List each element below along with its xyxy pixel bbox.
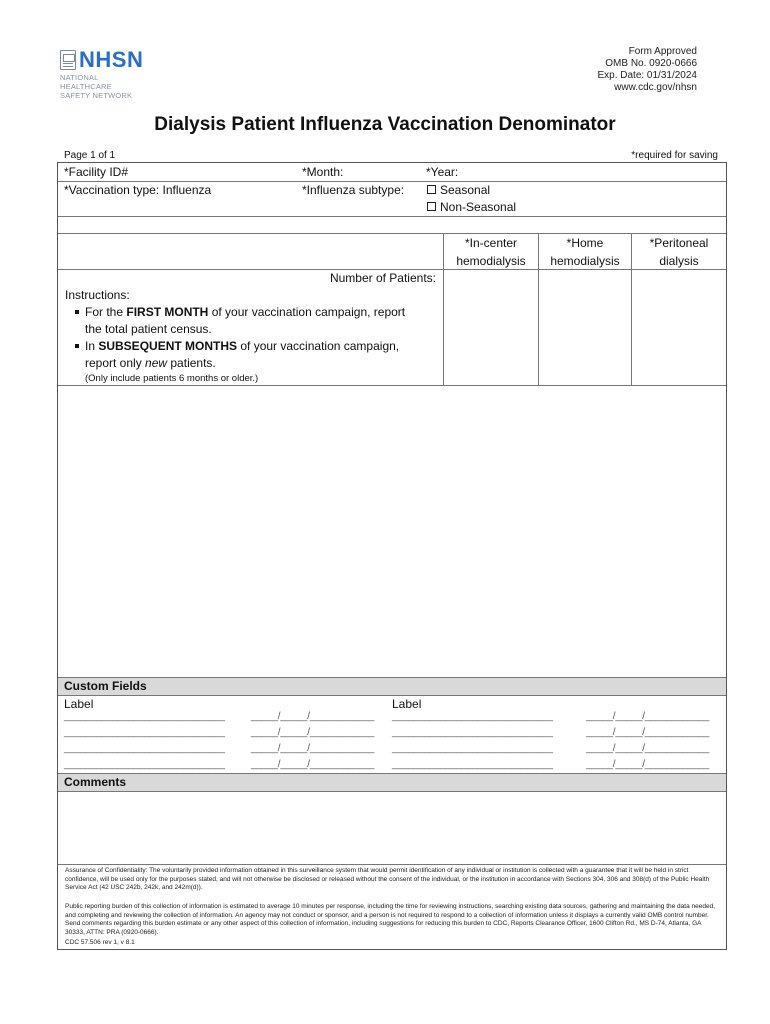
age-note: (Only include patients 6 months or older.) [85,373,259,384]
instruction-text: For the [85,305,127,319]
home-line2: hemodialysis [550,254,620,268]
instructions [65,287,405,386]
custom-field-line[interactable]: ______________________________ [64,711,225,722]
peritoneal-count-input[interactable] [632,270,726,385]
incenter-line2: hemodialysis [456,254,526,268]
instruction-text: of your vaccination campaign, report [208,305,406,319]
year-field[interactable]: *Year: [426,165,459,179]
custom-field-date[interactable]: _____/_____/____________ [251,711,375,722]
custom-field-date[interactable]: _____/_____/____________ [586,727,710,738]
divider [58,216,726,217]
bullet-icon [75,344,79,348]
instruction-text: the total patient census. [85,322,212,336]
vaccination-type: *Vaccination type: Influenza [64,183,212,197]
facility-id-field[interactable]: *Facility ID# [64,165,129,179]
burden-statement: Public reporting burden of this collection of information is estimated to average 10 minutes per response, including the time for reviewing instructions, searching existing data sources, gathering and maintaining the data needed, and completing and reviewing the collection of information. An agency may not conduct or sponsor, and a person is not required to respond to a collection of information unless it displays a currently valid OMB control number. Send comments regarding this burden estimate or any other aspect of this collection of information, including suggestions for reducing this burden to CDC, Reports Clearance Officer, 1600 Clifton Rd., MS D-74, Atlanta, GA 30333, ATTN: PRA (0920-0666). [65,903,716,936]
incenter-hemodialysis-header [444,234,538,270]
form-approval-block [597,46,697,94]
home-hemodialysis-header [539,234,631,270]
number-of-patients-label: Number of Patients: [329,271,436,285]
instruction-item [65,304,405,338]
peritoneal-line2: dialysis [659,254,699,268]
home-count-input[interactable] [539,270,631,385]
comments-area[interactable] [58,793,726,863]
instruction-text: report only [85,356,146,370]
seasonal-label: Seasonal [440,183,491,197]
month-field[interactable]: *Month: [302,165,344,179]
custom-field-line[interactable]: ______________________________ [64,743,225,754]
logo-word: NHSN [79,47,144,72]
logo-sub-line2: SAFETY NETWORK [60,91,133,100]
nhsn-logo-icon [60,50,76,70]
custom-field-date[interactable]: _____/_____/____________ [251,759,375,770]
comments-heading: Comments [58,773,726,792]
custom-field-label-left: Label [64,697,94,711]
custom-field-date[interactable]: _____/_____/____________ [586,743,710,754]
instructions-heading: Instructions: [65,288,130,302]
instruction-emphasis: SUBSEQUENT MONTHS [98,339,238,353]
custom-field-line[interactable]: ______________________________ [392,727,553,738]
incenter-count-input[interactable] [444,270,538,385]
seasonal-checkbox[interactable] [427,185,436,194]
incenter-line1: *In-center [464,236,518,250]
instruction-italic: new [145,356,168,370]
logo-subtitle [60,73,150,100]
logo-sub-line1: NATIONAL HEALTHCARE [60,73,112,91]
instruction-item [65,338,405,372]
nhsn-logo [60,47,150,100]
instruction-text [85,355,405,372]
form-title: Dialysis Patient Influenza Vaccination Denominator [154,114,616,135]
non-seasonal-checkbox[interactable] [427,202,436,211]
influenza-subtype-label: *Influenza subtype: [302,183,405,197]
divider [58,385,726,386]
omb-number: OMB No. 0920-0666 [605,58,697,69]
website-url: www.cdc.gov/nhsn [614,82,697,93]
custom-field-line[interactable]: ______________________________ [392,743,553,754]
page-indicator: Page 1 of 1 [64,150,116,161]
custom-fields-heading: Custom Fields [58,677,726,696]
confidentiality-assurance: Assurance of Confidentiality: The voluntarily provided information obtained in this surveillance system that would permit identification of any individual or institution is collected with a guarantee that it will be held in strict confidence, will be used only for the purposes stated, and will not otherwise be disclosed or released without the consent of the individual, or the institution in accordance with Sections 304, 306 and 308(d) of the Public Health Service Act (42 USC 242b, 242k, and 242m(d)). [65,867,710,891]
seasonal-option[interactable] [427,182,490,198]
instruction-text: In [85,339,99,353]
custom-field-line[interactable]: ______________________________ [64,759,225,770]
custom-field-date[interactable]: _____/_____/____________ [251,743,375,754]
expiration-date: Exp. Date: 01/31/2024 [597,70,697,81]
custom-field-date[interactable]: _____/_____/____________ [251,727,375,738]
form-frame [57,162,727,950]
instruction-emphasis: FIRST MONTH [126,305,209,319]
custom-field-line[interactable]: ______________________________ [392,759,553,770]
non-seasonal-option[interactable] [427,199,516,215]
custom-field-date[interactable]: _____/_____/____________ [586,711,710,722]
peritoneal-line1: *Peritoneal [649,236,709,250]
instruction-text: of your vaccination campaign, [237,339,400,353]
instruction-text: patients. [167,356,216,370]
form-code: CDC 57.506 rev 1, v 8.1 [65,939,135,946]
bullet-icon [75,310,79,314]
custom-field-label-right: Label [392,697,422,711]
custom-field-date[interactable]: _____/_____/____________ [586,759,710,770]
peritoneal-dialysis-header [632,234,726,270]
required-note: *required for saving [631,150,718,161]
divider [58,864,726,865]
non-seasonal-label: Non-Seasonal [440,200,517,214]
custom-field-line[interactable]: ______________________________ [392,711,553,722]
custom-field-line[interactable]: ______________________________ [64,727,225,738]
form-approved: Form Approved [628,46,697,57]
home-line1: *Home [566,236,604,250]
